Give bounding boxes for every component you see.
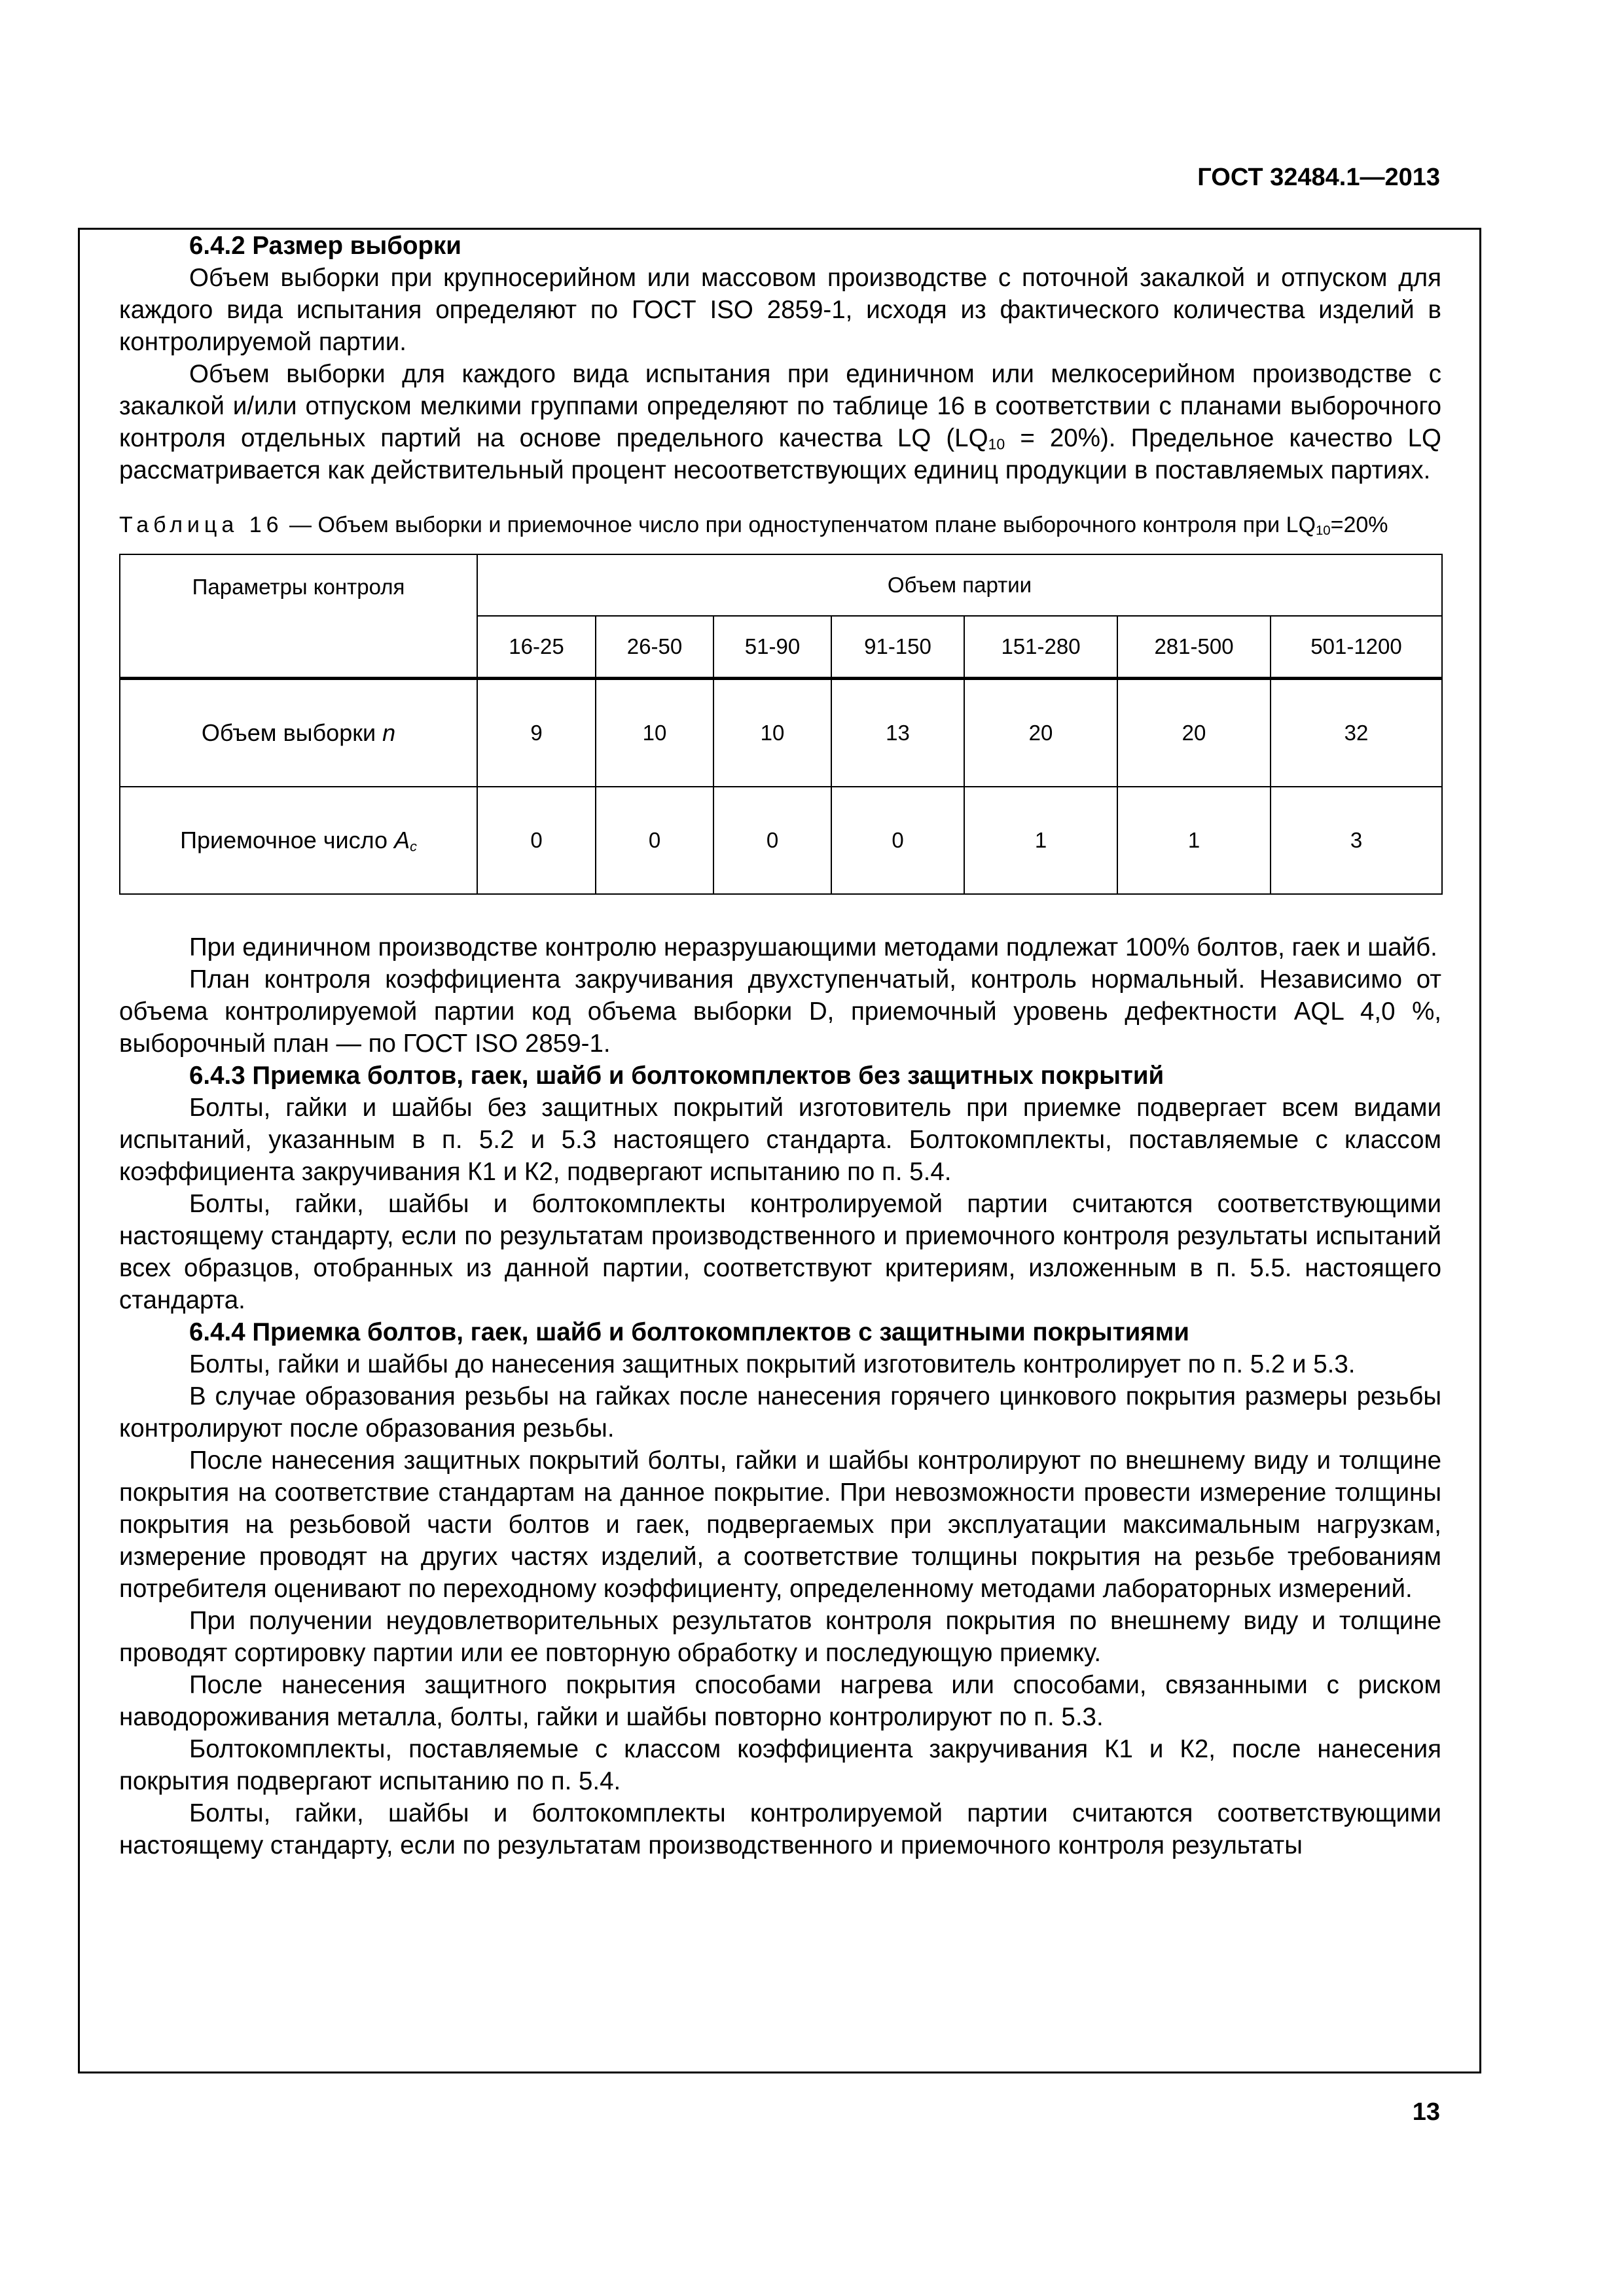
row-label-cell — [120, 787, 477, 894]
row-label-text: Объем выборки — [201, 719, 383, 746]
row-label-symbol: n — [382, 719, 396, 746]
value-cell: 0 — [713, 787, 831, 894]
section-heading-6-4-2: 6.4.2 Размер выборки — [189, 232, 461, 260]
lot-size-cell: 51-90 — [713, 616, 831, 679]
value-cell: 1 — [1117, 787, 1271, 894]
lot-size-cell: 91-150 — [831, 616, 964, 679]
lot-size-cell: 501-1200 — [1271, 616, 1442, 679]
row-label-cell — [120, 679, 477, 787]
subscript: 10 — [1315, 524, 1331, 539]
paragraph: При получении неудовлетворительных результатов контроля покрытия по внешнему виду и толщине проводят сортировку партии или ее повторную обработку и последующую приемку. — [119, 1607, 1441, 1667]
lot-header-cell: Объем партии — [477, 554, 1442, 616]
table-caption-tail: =20% — [1330, 512, 1388, 537]
value-cell: 10 — [596, 679, 713, 787]
lot-size-cell: 281-500 — [1117, 616, 1271, 679]
paragraph-text: Объем выборки для каждого вида испытания при единичном или мелкосерийном производстве с закалкой и/или отпуском мелкими группами определяют по таблице 16 в соответствии с планами выборочного контроля отдельных партий на основе предельного качества LQ (LQ — [119, 360, 1441, 452]
paragraph: В случае образования резьбы на гайках после нанесения горячего цинкового покрытия размеры резьбы контролируют после образования резьбы. — [119, 1382, 1441, 1443]
paragraph — [119, 358, 1441, 486]
table-row-sample-size — [120, 679, 1442, 787]
value-cell: 1 — [964, 787, 1117, 894]
paragraph: Болты, гайки, шайбы и болтокомплекты контролируемой партии считаются соответствующими настоящему стандарту, если по результатам производственного и приемочного контроля результаты — [119, 1799, 1441, 1859]
table-16 — [119, 554, 1443, 895]
value-cell: 10 — [713, 679, 831, 787]
row-label-symbol: A — [394, 827, 410, 853]
content-frame — [78, 228, 1481, 2073]
page-content — [119, 230, 1441, 1861]
paragraph: План контроля коэффициента закручивания двухступенчатый, контроль нормальный. Независимо от объема контролируемой партии код объема выборки D, приемочный уровень дефектности AQL 4,0 %, выборочный план — по ГОСТ ISO 2859-1. — [119, 965, 1441, 1058]
table-caption-label: Таблица 16 — [119, 512, 283, 537]
value-cell: 13 — [831, 679, 964, 787]
value-cell: 20 — [1117, 679, 1271, 787]
lot-size-cell: 16-25 — [477, 616, 596, 679]
paragraph: После нанесения защитных покрытий болты, гайки и шайбы контролируют по внешнему виду и толщине покрытия на соответствие стандартам на данное покрытие. При невозможности провести измерение толщины покрытия на резьбовой части болтов и гаек, подвергаемых при эксплуатации максимальным нагрузкам, измерение проводят на других частях изделий, а соответствие толщины покрытия на резьбе требованиям потребителя оценивают по переходному коэффициенту, определенному методами лабораторных измерений. — [119, 1446, 1441, 1603]
paragraph: Объем выборки при крупносерийном или массовом производстве с поточной закалкой и отпуском для каждого вида испытания определяют по ГОСТ ISO 2859-1, исходя из фактического количества изделий в контролируемой партии. — [119, 264, 1441, 356]
section-heading-6-4-4: 6.4.4 Приемка болтов, гаек, шайб и болтокомплектов с защитными покрытиями — [189, 1318, 1189, 1346]
table-caption-text: — Объем выборки и приемочное число при одноступенчатом плане выборочного контроля при LQ — [283, 512, 1316, 537]
value-cell: 3 — [1271, 787, 1442, 894]
row-label-symbol-sub: c — [410, 838, 417, 855]
value-cell: 32 — [1271, 679, 1442, 787]
table-header-row — [120, 554, 1442, 616]
value-cell: 20 — [964, 679, 1117, 787]
subscript — [410, 838, 417, 854]
paragraph: Болты, гайки, шайбы и болтокомплекты контролируемой партии считаются соответствующими настоящему стандарту, если по результатам производственного и приемочного контроля результаты испытаний всех образцов, отобранных из данной партии, соответствуют критериям, изложенным в п. 5.5. настоящего стандарта. — [119, 1190, 1441, 1314]
value-cell: 0 — [831, 787, 964, 894]
table-row-acceptance-number — [120, 787, 1442, 894]
paragraph-text: = 20%). Предельное качество LQ рассматривается как действительный процент несоответствующих единиц продукции в поставляемых партиях. — [119, 424, 1442, 484]
param-header-cell: Параметры контроля — [120, 554, 477, 679]
paragraph: При единичном производстве контролю неразрушающими методами подлежат 100% болтов, гаек и шайб. — [189, 933, 1437, 961]
section-heading-6-4-3: 6.4.3 Приемка болтов, гаек, шайб и болтокомплектов без защитных покрытий — [189, 1062, 1164, 1090]
paragraph: После нанесения защитного покрытия способами нагрева или способами, связанными с риском наводороживания металла, болты, гайки и шайбы повторно контролируют по п. 5.3. — [119, 1671, 1441, 1731]
standard-number: ГОСТ 32484.1—2013 — [1197, 164, 1440, 191]
table-caption — [119, 510, 1441, 541]
paragraph: Болтокомплекты, поставляемые с классом коэффициента закручивания К1 и К2, после нанесения покрытия подвергают испытанию по п. 5.4. — [119, 1735, 1441, 1795]
lot-size-cell: 151-280 — [964, 616, 1117, 679]
page-number: 13 — [1412, 2098, 1440, 2126]
value-cell: 0 — [477, 787, 596, 894]
value-cell: 0 — [596, 787, 713, 894]
paragraph: Болты, гайки и шайбы без защитных покрытий изготовитель при приемке подвергает всем видами испытаний, указанным в п. 5.2 и 5.3 настоящего стандарта. Болтокомплекты, поставляемые с классом коэффициента закручивания К1 и К2, подвергают испытанию по п. 5.4. — [119, 1094, 1441, 1186]
value-cell: 9 — [477, 679, 596, 787]
row-label-text: Приемочное число — [180, 827, 395, 853]
subscript: 10 — [988, 435, 1005, 453]
paragraph: Болты, гайки и шайбы до нанесения защитных покрытий изготовитель контролирует по п. 5.2 и 5.3. — [189, 1350, 1356, 1378]
lot-size-cell: 26-50 — [596, 616, 713, 679]
